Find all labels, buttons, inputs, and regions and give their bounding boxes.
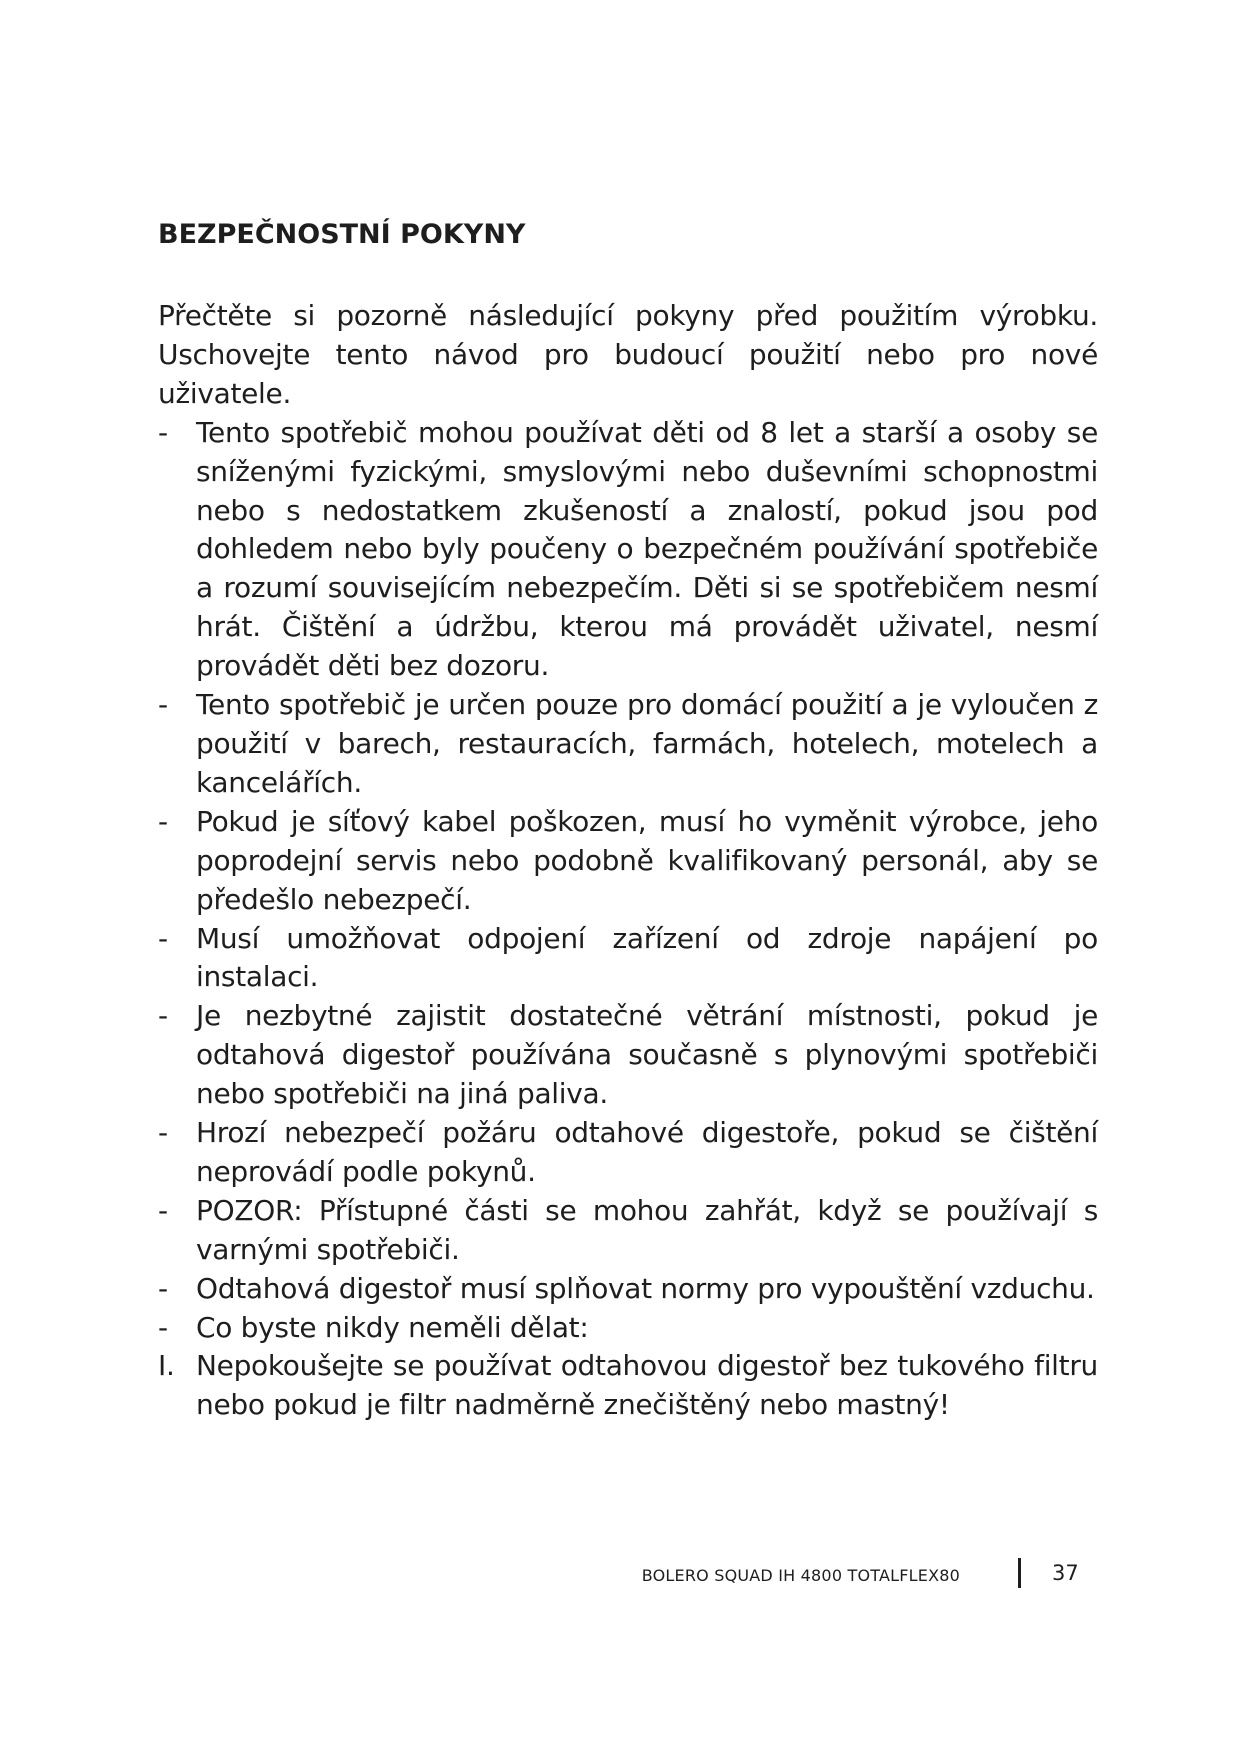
section-heading: BEZPEČNOSTNÍ POKYNY	[158, 219, 526, 250]
list-marker: -	[158, 415, 168, 449]
page-number: 37	[1052, 1561, 1079, 1585]
list-marker: -	[158, 688, 168, 722]
list-item-text: Tento spotřebič mohou používat děti od 8 let a starší a osoby se sníženými fyzickými, smyslovými nebo duševními schopnostmi nebo s nedostatkem zkušeností a znalostí, pokud jsou pod dohledem nebo byly poučeny o bezpečném používání spotřebiče a rozumí souvisejícím nebezpečím. Děti si se spotřebičem nesmí hrát. Čištění a údržbu, kterou má provádět uživatel, nesmí provádět děti bez dozoru.	[196, 415, 1098, 683]
list-item-text: Musí umožňovat odpojení zařízení od zdroje napájení po instalaci.	[196, 921, 1098, 994]
safety-instructions-list	[158, 414, 1098, 1426]
list-marker: -	[158, 1116, 168, 1150]
list-item	[158, 1270, 1098, 1309]
intro-paragraph: Přečtěte si pozorně následující pokyny před použitím výrobku. Uschovejte tento návod pro budoucí použití nebo pro nové uživatele.	[158, 299, 1098, 410]
list-marker: -	[158, 999, 168, 1033]
list-item-text: Je nezbytné zajistit dostatečné větrání místnosti, pokud je odtahová digestoř používána současně s plynovými spotřebiči nebo spotřebiči na jiná paliva.	[196, 999, 1098, 1111]
list-marker: I.	[158, 1349, 175, 1383]
list-item	[158, 1192, 1098, 1270]
footer-divider	[1018, 1558, 1021, 1588]
list-item-text: Pokud je síťový kabel poškozen, musí ho vyměnit výrobce, jeho poprodejní servis nebo podobně kvalifikovaný personál, aby se předešlo nebezpečí.	[196, 804, 1098, 916]
list-item-text: POZOR: Přístupné části se mohou zahřát, když se používají s varnými spotřebiči.	[196, 1193, 1098, 1266]
list-item	[158, 1347, 1098, 1425]
section-content	[158, 297, 1098, 1425]
list-item	[158, 1309, 1098, 1348]
list-item	[158, 1114, 1098, 1192]
list-marker: -	[158, 921, 168, 955]
list-item	[158, 920, 1098, 998]
list-item-text: Tento spotřebič je určen pouze pro domácí použití a je vyloučen z použití v barech, restauracích, farmách, hotelech, motelech a kancelářích.	[196, 688, 1098, 799]
list-item	[158, 686, 1098, 803]
list-item-text: Nepokoušejte se používat odtahovou digestoř bez tukového filtru nebo pokud je filtr nadměrně znečištěný nebo mastný!	[196, 1349, 1098, 1422]
list-item	[158, 414, 1098, 686]
list-item-text: Odtahová digestoř musí splňovat normy pro vypouštění vzduchu.	[196, 1271, 1095, 1305]
list-item	[158, 803, 1098, 920]
page-footer	[641, 1556, 1100, 1596]
list-marker: -	[158, 1193, 168, 1227]
list-marker: -	[158, 1271, 168, 1305]
list-item-text: Co byste nikdy neměli dělat:	[196, 1310, 589, 1344]
list-item	[158, 997, 1098, 1114]
list-item-text: Hrozí nebezpečí požáru odtahové digestoře, pokud se čištění neprovádí podle pokynů.	[196, 1116, 1098, 1188]
list-marker: -	[158, 1310, 168, 1344]
list-marker: -	[158, 804, 168, 838]
footer-model-name: BOLERO SQUAD IH 4800 TOTALFLEX80	[641, 1566, 960, 1585]
